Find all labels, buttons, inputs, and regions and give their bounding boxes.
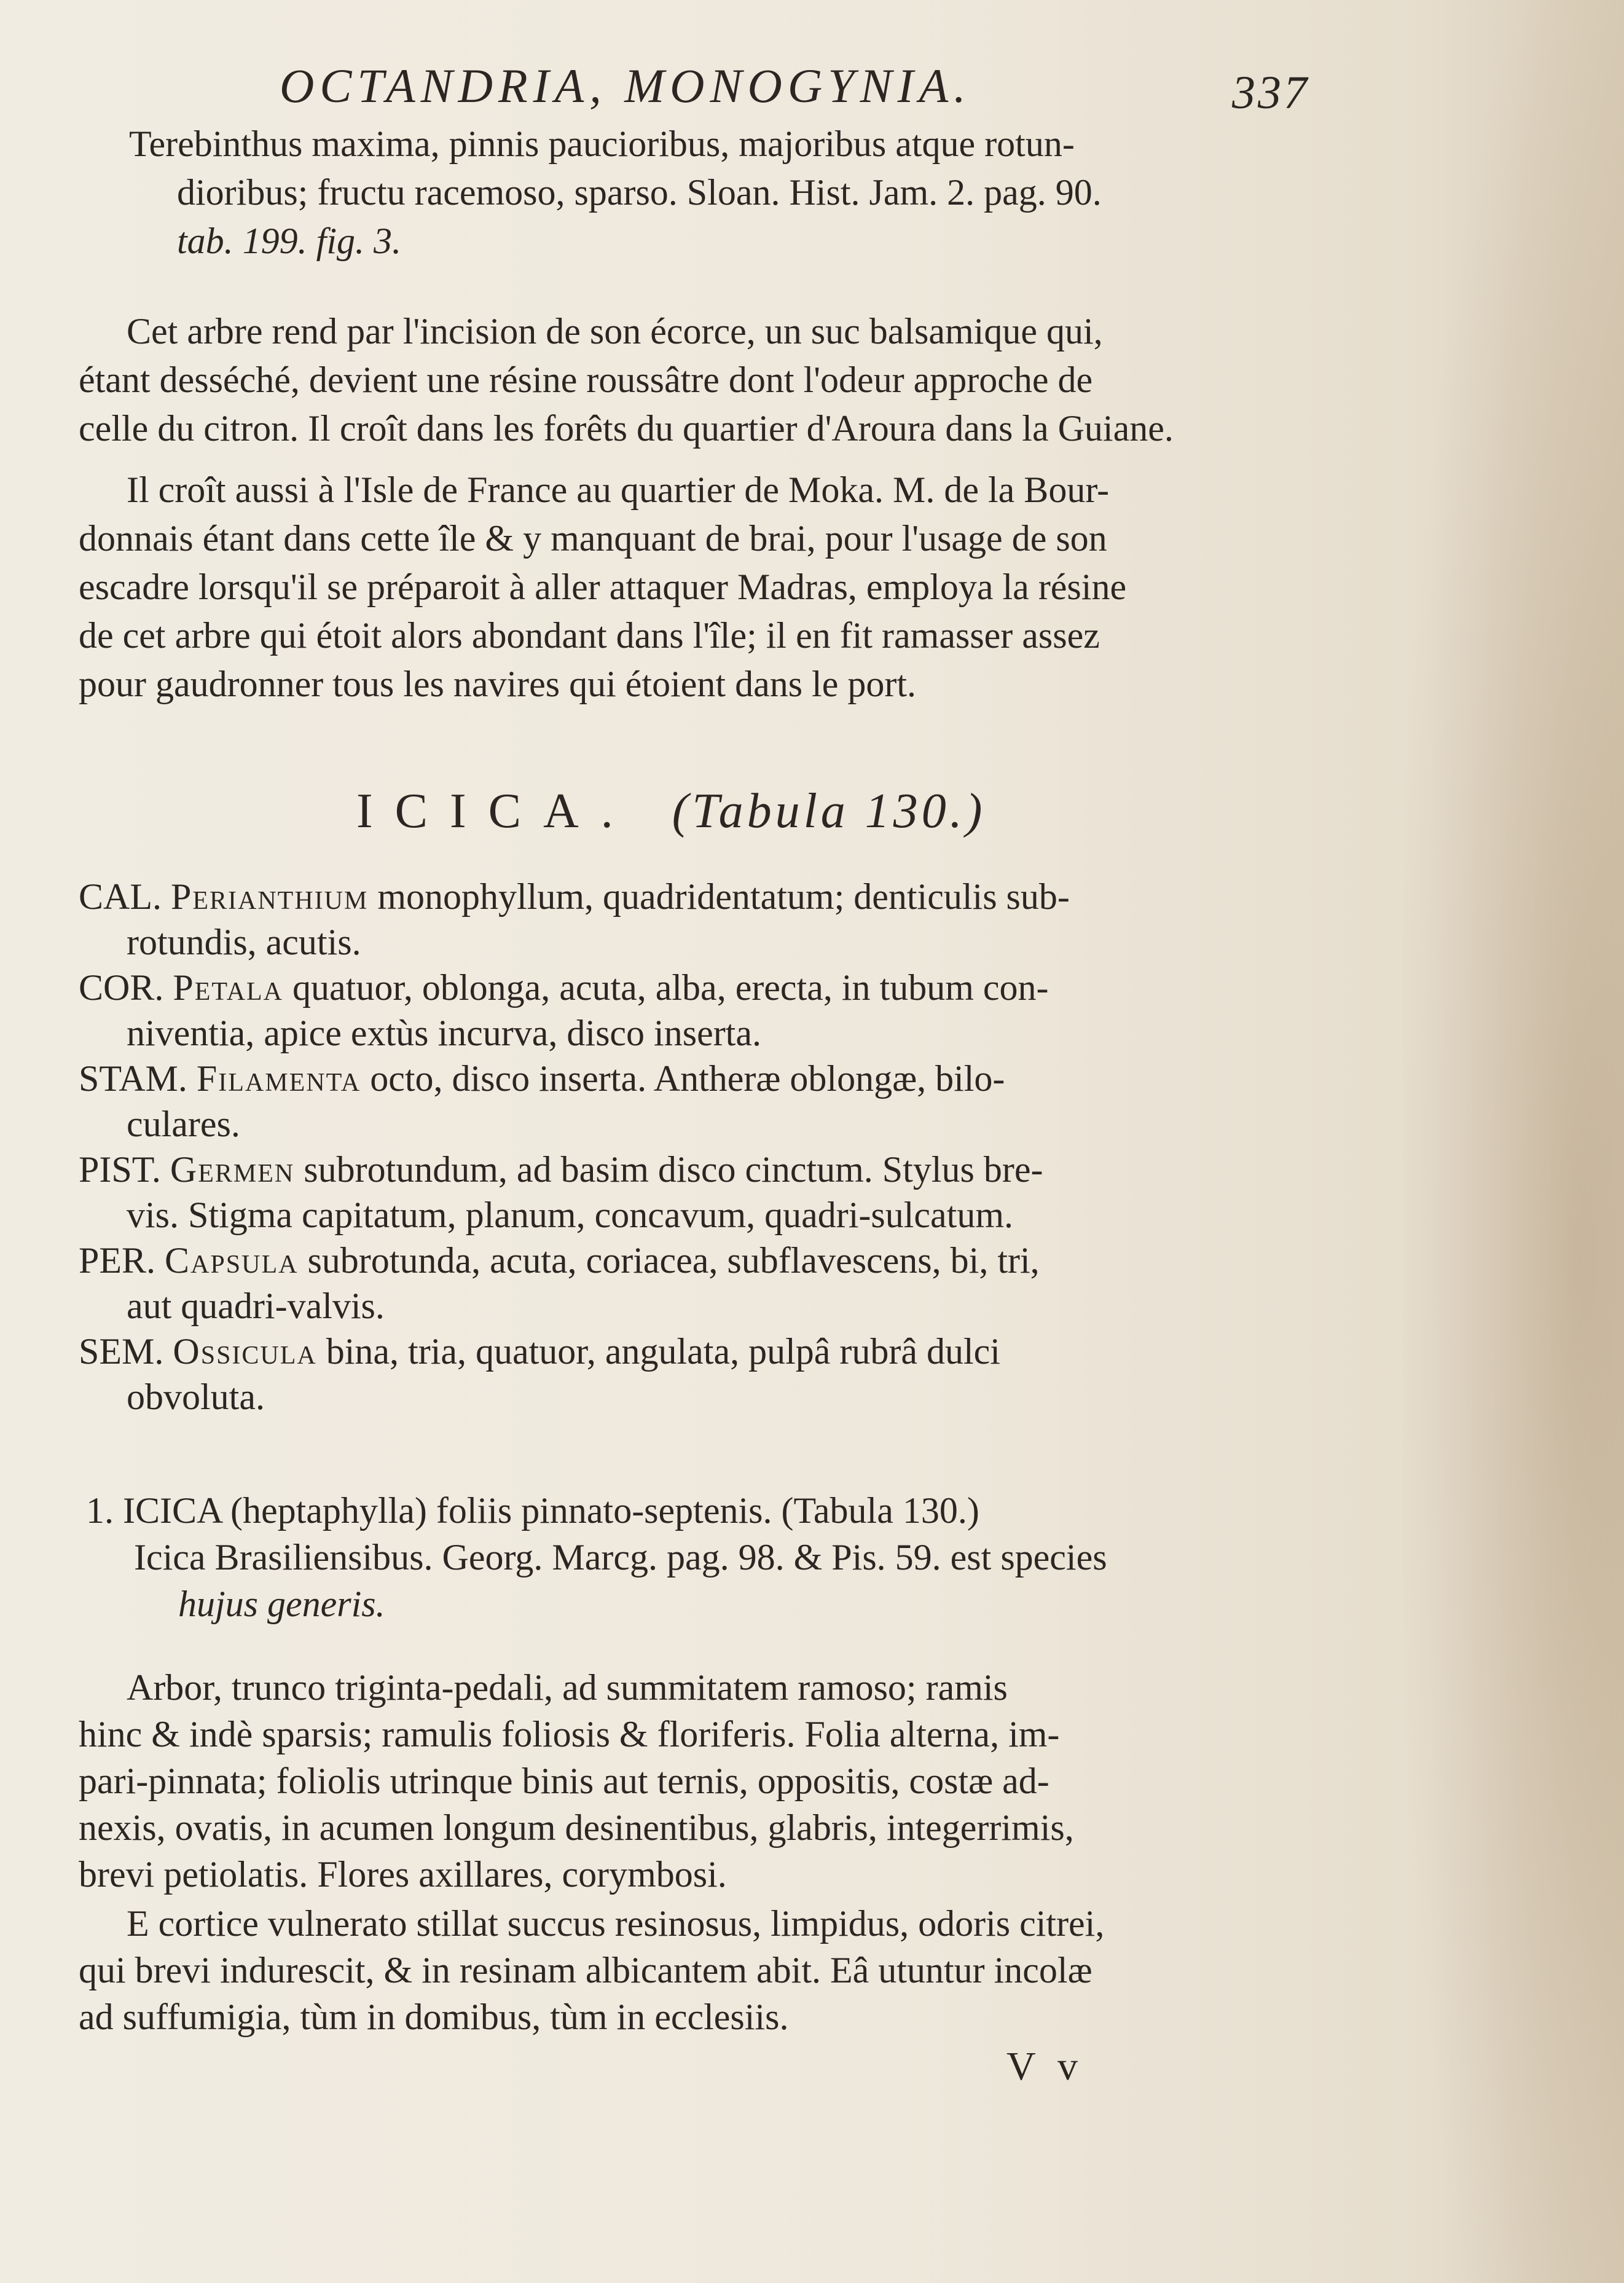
entry-text: subrotunda, acuta, coriacea, subflavescens, bi, tri,: [298, 1240, 1040, 1281]
french-paragraph-1: [79, 307, 1174, 453]
text-line: de cet arbre qui étoit alors abondant dans l'île; il en fit ramasser assez: [79, 615, 1100, 656]
text-line: Cet arbre rend par l'incision de son écorce, un suc balsamique qui,: [127, 311, 1103, 352]
text-line: hinc & indè sparsis; ramulis foliosis & floriferis. Folia alterna, im-: [79, 1714, 1060, 1754]
entry-text: octo, disco inserta. Antheræ oblongæ, bilo-: [361, 1058, 1005, 1099]
entry-continuation: vis. Stigma capitatum, planum, concavum, quadri-sulcatum.: [127, 1195, 1014, 1235]
entry-term: Petala: [173, 967, 284, 1008]
text-line: pari-pinnata; foliolis utrinque binis aut ternis, oppositis, costæ ad-: [79, 1761, 1049, 1801]
entry-text: subrotundum, ad basim disco cinctum. Stylus bre-: [294, 1149, 1043, 1190]
genus-description: [79, 874, 1332, 1420]
entry-key: PER.: [79, 1240, 156, 1281]
latin-paragraph-1: [79, 1664, 1074, 1898]
page-shadow: [1403, 0, 1624, 2283]
page-number: 337: [1232, 67, 1309, 119]
genus-name: ICICA.: [356, 784, 635, 838]
text-line: brevi petiolatis. Flores axillares, corymbosi.: [79, 1854, 727, 1895]
species-entry: [86, 1487, 1107, 1627]
entry-text: monophyllum, quadridentatum; denticulis sub-: [368, 876, 1070, 917]
entry-key: SEM.: [79, 1331, 164, 1372]
running-head: OCTANDRIA, MONOGYNIA.: [280, 59, 971, 112]
species-line: Icica Brasiliensibus. Georg. Marcg. pag. 98. & Pis. 59. est species: [134, 1537, 1107, 1578]
text-line: celle du citron. Il croît dans les forêts du quartier d'Aroura dans la Guiane.: [79, 408, 1174, 449]
text-line: donnais étant dans cette île & y manquant de brai, pour l'usage de son: [79, 518, 1107, 559]
latin-paragraph-2: [79, 1900, 1104, 2040]
synonym-line: Terebinthus maxima, pinnis paucioribus, majoribus atque rotun-: [129, 124, 1075, 164]
text-line: qui brevi indurescit, & in resinam albicantem abit. Eâ utuntur incolæ: [79, 1950, 1092, 1990]
entry-key: CAL.: [79, 876, 162, 917]
synonym-line: tab. 199. fig. 3.: [177, 221, 402, 261]
entry-key: COR.: [79, 967, 164, 1008]
species-line: hujus generis.: [178, 1584, 385, 1624]
genus-heading: [356, 784, 986, 839]
text-line: Arbor, trunco triginta-pedali, ad summitatem ramoso; ramis: [127, 1667, 1008, 1708]
text-line: étant desséché, devient une résine roussâtre dont l'odeur approche de: [79, 360, 1093, 400]
entry-term: Ossicula: [173, 1331, 317, 1372]
entry-term: Filamenta: [196, 1058, 361, 1099]
entry-term: Capsula: [165, 1240, 299, 1281]
synonym-line: dioribus; fructu racemoso, sparso. Sloan. Hist. Jam. 2. pag. 90.: [177, 172, 1102, 213]
entry-continuation: niventia, apice extùs incurva, disco inserta.: [127, 1013, 761, 1053]
synonym-entry: [129, 120, 1102, 265]
text-line: escadre lorsqu'il se préparoit à aller attaquer Madras, employa la résine: [79, 567, 1127, 607]
description-entry-per: [79, 1238, 1332, 1329]
french-paragraph-2: [79, 466, 1126, 709]
entry-continuation: culares.: [127, 1104, 240, 1144]
tabula-reference: (Tabula 130.): [672, 784, 986, 838]
entry-continuation: aut quadri-valvis.: [127, 1286, 385, 1326]
text-line: pour gaudronner tous les navires qui étoient dans le port.: [79, 664, 917, 704]
description-entry-pist: [79, 1147, 1332, 1238]
description-entry-cal: [79, 874, 1332, 965]
signature-mark: V v: [1006, 2044, 1084, 2089]
text-line: ad suffumigia, tùm in domibus, tùm in ecclesiis.: [79, 1997, 789, 2037]
entry-term: Perianthium: [171, 876, 369, 917]
entry-term: Germen: [170, 1149, 295, 1190]
entry-key: STAM.: [79, 1058, 187, 1099]
entry-continuation: obvoluta.: [127, 1377, 265, 1417]
species-line: 1. ICICA (heptaphylla) foliis pinnato-septenis. (Tabula 130.): [86, 1490, 979, 1531]
entry-text: bina, tria, quatuor, angulata, pulpâ rubrâ dulci: [316, 1331, 1000, 1372]
entry-continuation: rotundis, acutis.: [127, 922, 361, 962]
description-entry-stam: [79, 1056, 1332, 1147]
entry-text: quatuor, oblonga, acuta, alba, erecta, in tubum con-: [283, 967, 1049, 1008]
entry-key: PIST.: [79, 1149, 161, 1190]
description-entry-cor: [79, 965, 1332, 1056]
description-entry-sem: [79, 1329, 1332, 1420]
text-line: E cortice vulnerato stillat succus resinosus, limpidus, odoris citrei,: [127, 1903, 1105, 1944]
text-line: Il croît aussi à l'Isle de France au quartier de Moka. M. de la Bour-: [127, 470, 1110, 510]
text-line: nexis, ovatis, in acumen longum desinentibus, glabris, integerrimis,: [79, 1807, 1074, 1848]
